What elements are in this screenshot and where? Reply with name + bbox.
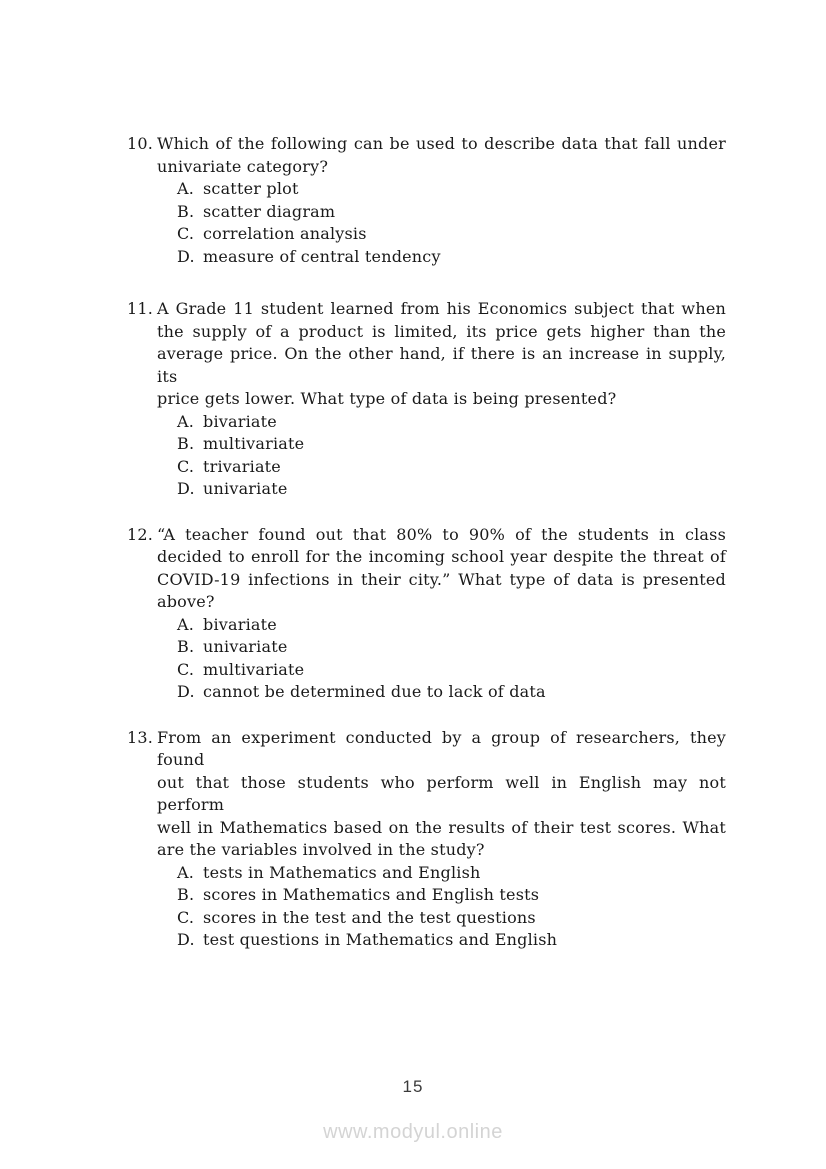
option-row xyxy=(157,178,726,201)
question-text-line: the supply of a product is limited, its price gets higher than the xyxy=(157,321,726,341)
question-text-line: “A teacher found out that 80% to 90% of the students in class xyxy=(157,524,726,544)
question-text-line: Which of the following can be used to describe data that fall under xyxy=(157,134,726,153)
option-letter: C. xyxy=(177,659,195,679)
question-body xyxy=(157,298,726,501)
question-block-13 xyxy=(127,727,726,952)
question-number: 12. xyxy=(127,524,154,544)
option-letter: A. xyxy=(177,179,195,198)
option-row xyxy=(157,456,726,479)
option-letter: D. xyxy=(177,246,195,266)
option-text: correlation analysis xyxy=(203,224,367,243)
option-text: tests in Mathematics and English xyxy=(203,862,481,882)
option-letter: C. xyxy=(177,224,195,243)
option-row xyxy=(157,478,726,501)
question-body xyxy=(157,727,726,952)
question-row xyxy=(127,727,726,952)
option-row xyxy=(157,411,726,434)
option-text: trivariate xyxy=(203,456,281,476)
option-text: scatter plot xyxy=(203,179,299,198)
question-number: 13. xyxy=(127,727,154,747)
question-body xyxy=(157,133,726,268)
question-block-11 xyxy=(127,298,726,501)
option-text: univariate xyxy=(203,479,288,498)
question-body xyxy=(157,524,726,704)
option-letter: C. xyxy=(177,907,195,927)
option-text: measure of central tendency xyxy=(203,246,441,266)
question-row xyxy=(127,524,726,704)
option-letter: B. xyxy=(177,434,195,453)
question-text-line: out that those students who perform well in English may not perform xyxy=(157,772,726,814)
question-text-line: decided to enroll for the incoming school year despite the threat of xyxy=(157,547,726,566)
option-text: bivariate xyxy=(203,614,277,634)
option-row xyxy=(157,862,726,885)
option-row xyxy=(157,681,726,704)
option-row xyxy=(157,636,726,659)
option-row xyxy=(157,929,726,952)
option-row xyxy=(157,907,726,930)
watermark-url: www.modyul.online xyxy=(323,1121,503,1143)
option-row xyxy=(157,201,726,224)
question-text-line: well in Mathematics based on the results of their test scores. What xyxy=(157,817,726,837)
option-row xyxy=(157,223,726,246)
option-letter: B. xyxy=(177,885,195,904)
option-letter: A. xyxy=(177,411,195,431)
option-text: bivariate xyxy=(203,411,277,431)
question-row xyxy=(127,133,726,268)
option-letter: D. xyxy=(177,479,195,498)
question-row xyxy=(127,298,726,501)
question-text-line: average price. On the other hand, if there is an increase in supply, its xyxy=(157,344,726,386)
option-text: scores in Mathematics and English tests xyxy=(203,885,540,904)
option-row xyxy=(157,246,726,269)
option-letter: B. xyxy=(177,201,195,221)
option-letter: A. xyxy=(177,862,195,882)
option-text: test questions in Mathematics and English xyxy=(203,930,558,949)
option-letter: D. xyxy=(177,930,195,949)
option-text: multivariate xyxy=(203,659,305,679)
option-letter: D. xyxy=(177,682,195,701)
question-text-line: above? xyxy=(157,592,215,611)
question-block-10 xyxy=(127,133,726,268)
question-text-line: univariate category? xyxy=(157,156,329,176)
option-text: scatter diagram xyxy=(203,201,336,221)
questions-section xyxy=(127,133,726,975)
option-row xyxy=(157,659,726,682)
option-text: cannot be determined due to lack of data xyxy=(203,682,546,701)
question-text-line: From an experiment conducted by a group of researchers, they found xyxy=(157,727,726,769)
question-text-line: price gets lower. What type of data is being presented? xyxy=(157,389,617,408)
option-row xyxy=(157,884,726,907)
option-row xyxy=(157,614,726,637)
page-number: 15 xyxy=(402,1077,424,1096)
question-number: 11. xyxy=(127,299,154,318)
question-number: 10. xyxy=(127,134,154,153)
option-text: univariate xyxy=(203,637,288,656)
option-letter: C. xyxy=(177,456,195,476)
option-text: multivariate xyxy=(203,434,305,453)
question-text-line: COVID-19 infections in their city.” What type of data is presented xyxy=(157,569,726,589)
option-letter: B. xyxy=(177,637,195,656)
option-row xyxy=(157,433,726,456)
option-text: scores in the test and the test questions xyxy=(203,907,536,927)
question-text-line: are the variables involved in the study? xyxy=(157,840,485,859)
option-letter: A. xyxy=(177,614,195,634)
question-text-line: A Grade 11 student learned from his Economics subject that when xyxy=(157,299,726,318)
question-block-12 xyxy=(127,524,726,704)
